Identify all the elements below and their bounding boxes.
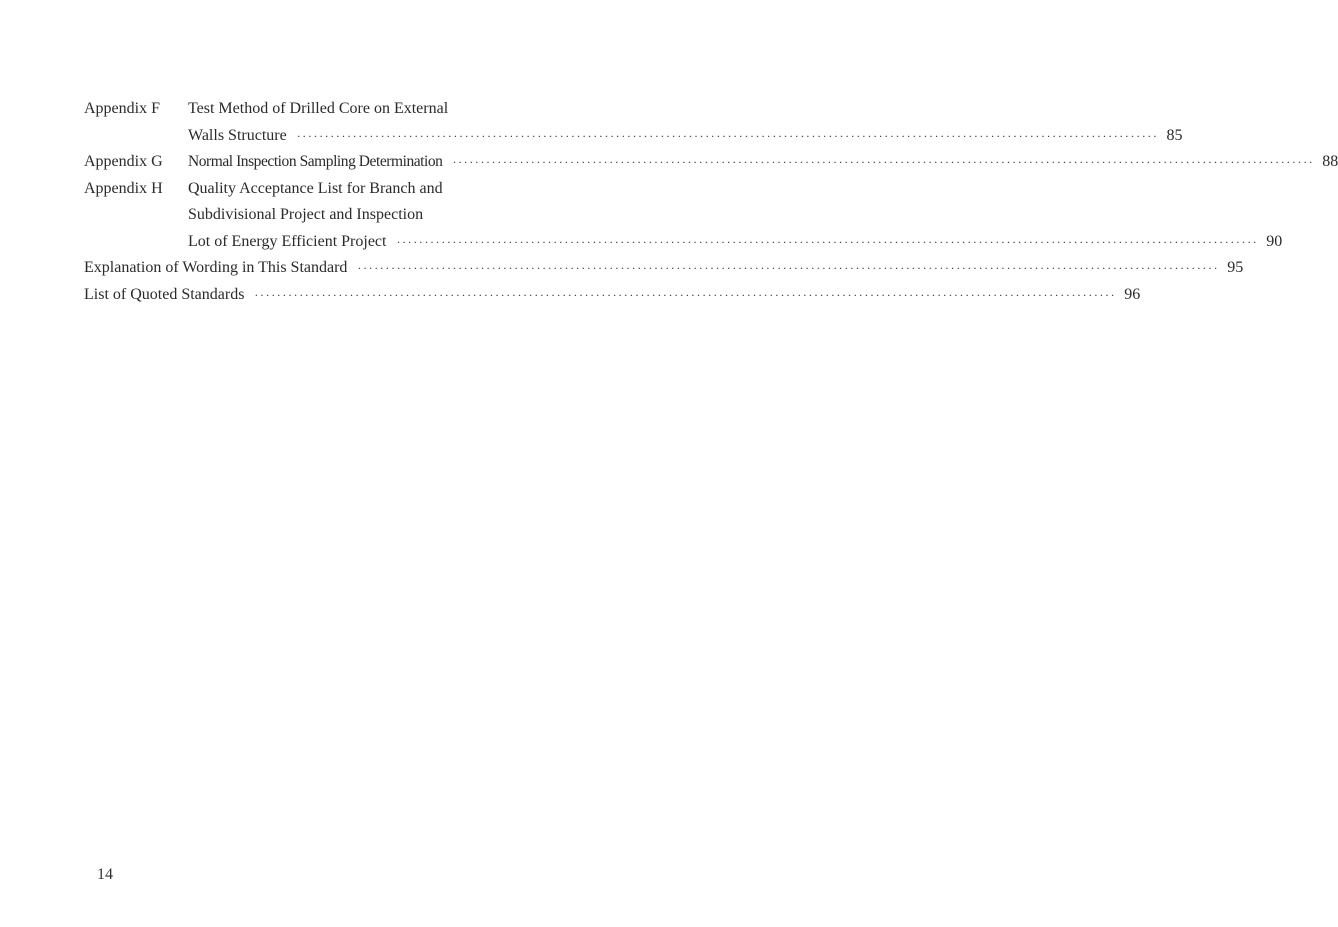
toc-entry-label: Appendix H bbox=[84, 179, 163, 197]
dot-leader bbox=[452, 149, 1314, 176]
dot-leader bbox=[396, 229, 1258, 256]
toc-entry-page: 90 bbox=[1266, 232, 1283, 250]
toc-entry-page: 85 bbox=[1166, 126, 1183, 144]
dot-leader bbox=[357, 255, 1219, 282]
toc-entry-appendix-f-continued[interactable] bbox=[84, 123, 1183, 150]
toc-entry-page: 88 bbox=[1322, 153, 1338, 170]
toc-entry-label: Appendix G bbox=[84, 153, 163, 170]
toc-entry-list-of-quoted-standards[interactable] bbox=[84, 282, 1141, 309]
toc-entry-appendix-h[interactable] bbox=[84, 176, 558, 203]
toc-entry-appendix-h-continued[interactable] bbox=[84, 202, 558, 229]
toc-entry-title: Normal Inspection Sampling Determination bbox=[188, 153, 443, 170]
toc-entry-title: Lot of Energy Efficient Project bbox=[188, 232, 387, 250]
toc-entry-title: Test Method of Drilled Core on External bbox=[188, 100, 449, 117]
dot-leader bbox=[254, 282, 1116, 309]
toc-entry-appendix-g[interactable] bbox=[84, 149, 1338, 176]
page-number: 14 bbox=[97, 866, 113, 883]
toc-entry-page: 95 bbox=[1227, 259, 1244, 276]
table-of-contents bbox=[84, 96, 1338, 308]
toc-entry-title: List of Quoted Standards bbox=[84, 285, 245, 303]
toc-entry-explanation-of-wording[interactable] bbox=[84, 255, 1244, 282]
toc-entry-title: Quality Acceptance List for Branch and bbox=[188, 179, 443, 197]
toc-entry-label: Appendix F bbox=[84, 100, 160, 117]
dot-leader bbox=[297, 123, 1159, 150]
toc-entry-page: 96 bbox=[1124, 285, 1141, 303]
toc-entry-title: Walls Structure bbox=[188, 126, 287, 144]
toc-entry-appendix-f[interactable] bbox=[84, 96, 558, 123]
toc-entry-title: Explanation of Wording in This Standard bbox=[84, 259, 348, 276]
toc-entry-title: Subdivisional Project and Inspection bbox=[188, 206, 424, 223]
toc-entry-appendix-h-continued-2[interactable] bbox=[84, 229, 1283, 256]
